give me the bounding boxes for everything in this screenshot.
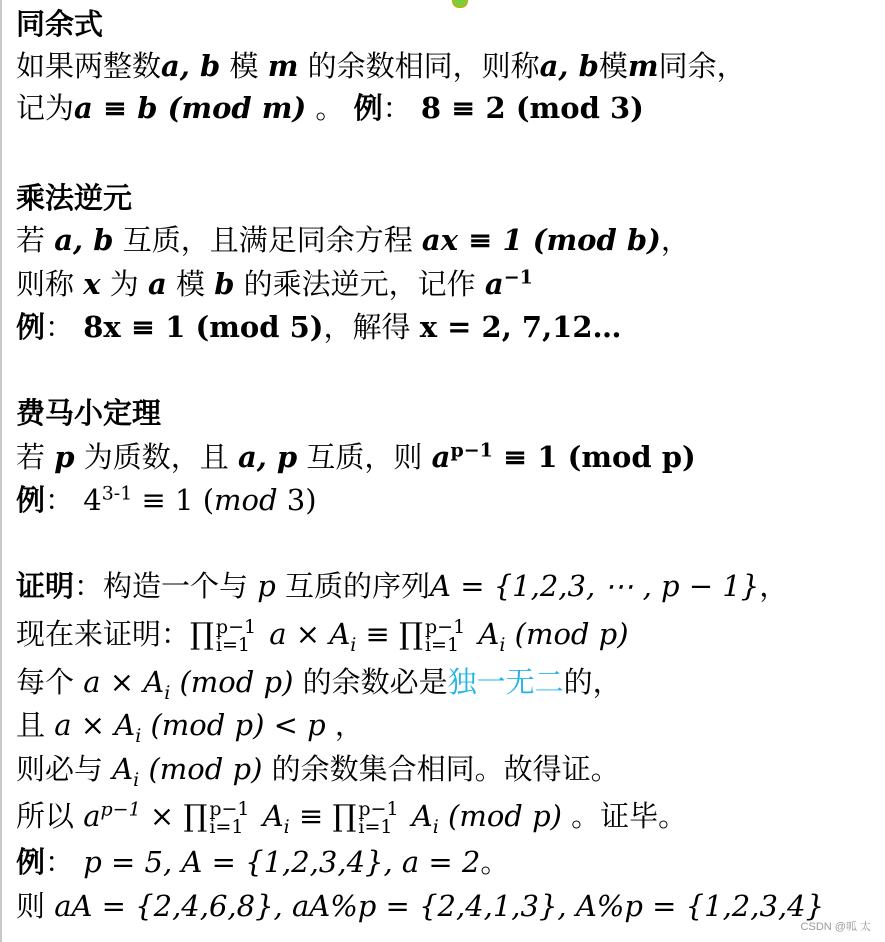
lower-limit: i=1 [215,634,250,656]
text: 的余数相同，则称 [298,49,540,83]
lower-limit: i=1 [424,634,460,656]
math-superscript: 3-1 [101,482,133,505]
text: 若 [16,223,55,257]
product-sign: ∏ [399,617,423,652]
section-title-congruence: 同余式 [16,7,104,41]
text: 则必与 [16,752,113,786]
proof-example-result [16,886,824,926]
text: 所以 [16,799,84,833]
math-a-inverse: a [484,267,504,301]
product-symbol [333,796,399,837]
math-result: aA = {2,4,6,8}, aA%p = {2,4,1,3}, A%p = {1,2,3,4} [54,889,825,923]
math-base: 4 [83,483,102,517]
product-limits [425,618,465,654]
text: 为 [100,267,148,301]
math-ab: a, b [54,223,114,257]
product-symbol [190,614,256,655]
congruence-definition-line2 [16,88,644,128]
text: 如果两整数 [16,49,162,83]
product-limits [358,800,398,836]
text: 为质数，且 [74,440,238,474]
text: 同余， [658,49,746,83]
text: ： [45,483,75,517]
math-term: A [402,799,433,833]
math-term: A [469,617,500,651]
lower-limit: i=1 [358,816,393,838]
text: 。证毕。 [561,799,688,833]
math-x: x [83,267,101,301]
upper-limit: p−1 [209,798,250,820]
text: 现在来证明： [16,617,191,651]
text: 模 [220,49,268,83]
text: 互质，则 [297,440,432,474]
cursor-marker [452,0,468,8]
product-symbol [399,614,465,655]
math-mod: (mod p) [505,617,629,651]
proof-example [16,842,509,882]
congruence-definition-line1 [16,46,746,86]
math-sequence: A = {1,2,3, ⋯ , p − 1} [430,569,760,603]
text: 。 [480,845,510,879]
highlighted-text: 独一无二 [447,665,564,699]
proof-label: 证明 [16,569,75,603]
text: 且 [16,708,55,742]
math-a: a [147,267,167,301]
text: 若 [16,440,55,474]
text: 模 [598,49,628,83]
math-term: A [253,799,284,833]
text: 的乘法逆元，记作 [234,267,485,301]
text: 的， [563,665,622,699]
math-ab: a, b [539,49,599,83]
math-subscript: i [432,815,439,838]
math-mod: (mod p) [170,665,294,699]
proof-line3 [16,662,622,702]
math-superscript: p−1 [450,439,493,462]
fermat-example [16,480,317,520]
example-label: 例 [16,483,46,517]
math-mod: mod [214,483,278,517]
math-subscript: i [350,633,357,656]
math-mod: (mod p) < p [141,708,326,742]
example-label: 例 [16,845,46,879]
math-subscript: i [283,815,290,838]
example-label: 例 [16,310,46,344]
math-congruence: ≡ 1 ( [132,483,215,517]
math-subscript: i [133,768,140,791]
text: ，解得 [323,310,420,344]
fermat-statement [16,437,696,477]
math-b: b [214,267,235,301]
math-term: a × A [54,708,136,742]
text: ： [45,310,75,344]
math-term: a × A [260,617,351,651]
math-example: 8 ≡ 2 (mod 3) [420,91,644,125]
math-example: p = 5, A = {1,2,3,4}, a = 2 [74,845,481,879]
math-m: m [627,49,659,83]
lower-limit: i=1 [209,816,244,838]
proof-line6 [16,796,687,837]
text: ： [382,91,412,125]
proof-line2 [16,614,629,655]
math-tail: 3) [277,483,317,517]
inverse-definition-line2 [16,264,533,304]
math-ap: a, p [237,440,298,474]
example-label: 例 [353,91,383,125]
math-m: m [267,49,299,83]
math-base: a [431,440,451,474]
section-title-fermat: 费马小定理 [16,396,162,430]
text: 则 [16,889,55,923]
product-symbol [183,796,249,837]
math-term: A [112,752,134,786]
math-base: a [83,799,101,833]
math-subscript: i [135,724,142,747]
math-mod: (mod p) [139,752,263,786]
math-mod: (mod p) [438,799,562,833]
product-sign: ∏ [190,617,214,652]
inverse-definition-line1 [16,220,690,260]
math-congruence: ≡ 1 (mod p) [492,440,696,474]
upper-limit: p−1 [358,798,399,820]
text: ， [660,223,690,257]
product-sign: ∏ [183,799,208,834]
text: 模 [166,267,215,301]
math-superscript: −1 [503,266,533,289]
math-congruence: a ≡ b (mod m) [74,91,307,125]
text: ：构造一个与 [74,569,258,603]
product-limits [216,618,256,654]
math-superscript: p−1 [100,798,141,821]
math-ab: a, b [161,49,221,83]
math-p: p [257,569,276,603]
text: 记为 [16,91,75,125]
math-eq: ≡ [289,799,333,833]
text: 。 [306,91,345,125]
text: 互质，且满足同余方程 [113,223,422,257]
section-title-inverse: 乘法逆元 [16,181,133,215]
text: ， [325,708,364,742]
math-subscript: i [499,633,506,656]
math-term: a × A [83,665,165,699]
text: ， [759,569,789,603]
math-equation: ax ≡ 1 (mod b) [421,223,661,257]
math-p: p [54,440,75,474]
math-eq: ≡ [356,617,400,651]
math-subscript: i [164,681,171,704]
text: 的余数集合相同。故得证。 [262,752,620,786]
upper-limit: p−1 [215,616,257,638]
text: 每个 [16,665,84,699]
math-times: × [140,799,184,833]
text: ： [45,845,75,879]
text: 互质的序列 [275,569,431,603]
product-sign: ∏ [332,799,357,834]
proof-line4 [16,705,364,745]
product-limits [209,800,249,836]
upper-limit: p−1 [424,616,466,638]
proof-line5 [16,749,620,789]
math-solution: x = 2, 7,12… [419,310,622,344]
left-border [0,0,2,942]
proof-line1 [16,566,788,606]
inverse-example [16,307,622,347]
text: 则称 [16,267,84,301]
text: 的余数必是 [293,665,448,699]
csdn-watermark: CSDN @呱 太 [800,921,871,933]
math-equation: 8x ≡ 1 (mod 5) [83,310,324,344]
